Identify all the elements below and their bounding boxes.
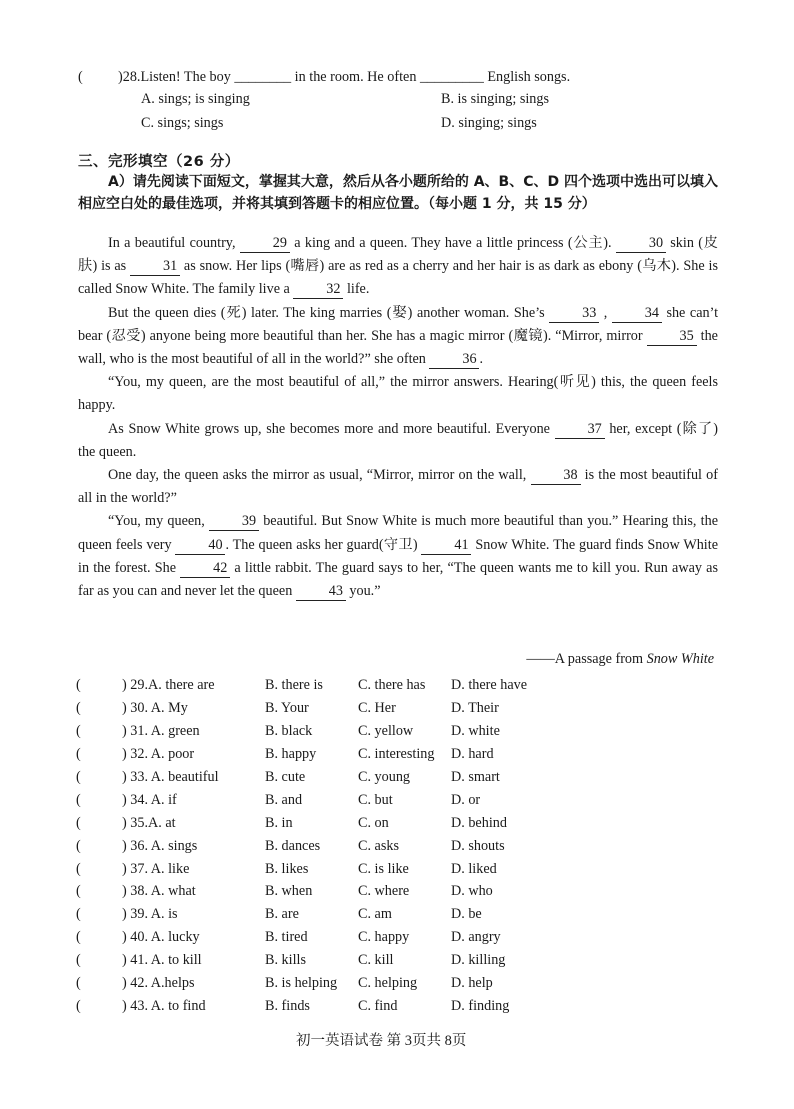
question-28-stem bbox=[78, 66, 738, 88]
option-a: ) 41. A. to kill bbox=[122, 952, 202, 969]
option-a: ) 36. A. sings bbox=[122, 837, 198, 854]
option-b: B. in bbox=[265, 814, 293, 831]
page-footer: 初一英语试卷 第 3页共 8页 bbox=[296, 1033, 467, 1049]
option-row bbox=[76, 697, 676, 720]
passage-paragraph: One day, the queen asks the mirror as usual, “Mirror, mirror on the wall, 38 is the most beautiful of all in the world?” bbox=[78, 467, 718, 507]
option-c: C. am bbox=[358, 906, 392, 923]
option-row bbox=[76, 789, 676, 812]
option-row bbox=[76, 949, 676, 972]
answer-paren: ( bbox=[76, 768, 81, 785]
option-d: D. angry bbox=[451, 929, 501, 946]
option-a: ) 33. A. beautiful bbox=[122, 768, 219, 785]
option-row bbox=[76, 858, 676, 881]
answer-paren: ( bbox=[78, 69, 83, 85]
option-row bbox=[76, 903, 676, 926]
option-a: ) 34. A. if bbox=[122, 791, 177, 808]
passage-source: ——A passage from Snow White bbox=[526, 651, 714, 667]
option-a: ) 29.A. there are bbox=[122, 677, 215, 693]
option-row bbox=[76, 880, 676, 903]
answer-paren: ( bbox=[76, 952, 81, 969]
answer-paren: ( bbox=[76, 998, 81, 1015]
option-b: B. is helping bbox=[265, 975, 338, 992]
option-b: B. are bbox=[265, 906, 299, 923]
answer-paren: ( bbox=[76, 699, 81, 716]
option-row bbox=[76, 995, 676, 1018]
blank-35: 35 bbox=[647, 327, 697, 346]
q28-option-d: D. singing; sings bbox=[441, 115, 537, 131]
option-b: B. kills bbox=[265, 952, 306, 969]
option-c: C. but bbox=[358, 791, 393, 808]
cloze-options bbox=[76, 674, 676, 1018]
option-c: C. kill bbox=[358, 952, 394, 969]
blank-29: 29 bbox=[240, 234, 290, 253]
option-d: D. liked bbox=[451, 860, 497, 877]
option-d: D. hard bbox=[451, 745, 494, 762]
blank-34: 34 bbox=[612, 304, 662, 323]
option-a: ) 42. A.helps bbox=[122, 975, 195, 992]
option-d: D. killing bbox=[451, 952, 506, 969]
option-c: C. on bbox=[358, 814, 389, 831]
option-b: B. happy bbox=[265, 745, 317, 762]
option-row bbox=[76, 812, 676, 835]
blank-33: 33 bbox=[549, 304, 599, 323]
option-d: D. or bbox=[451, 791, 481, 808]
option-d: D. finding bbox=[451, 998, 510, 1015]
option-a: ) 43. A. to find bbox=[122, 998, 206, 1015]
option-d: D. be bbox=[451, 906, 482, 923]
q28-option-a: A. sings; is singing bbox=[141, 91, 250, 107]
blank-38: 38 bbox=[531, 466, 581, 485]
option-c: C. interesting bbox=[358, 745, 435, 762]
option-a: ) 30. A. My bbox=[122, 699, 188, 716]
option-c: C. asks bbox=[358, 837, 399, 854]
option-d: D. Their bbox=[451, 699, 499, 716]
blank-36: 36 bbox=[429, 350, 479, 369]
option-a: ) 39. A. is bbox=[122, 906, 178, 923]
blank-32: 32 bbox=[293, 280, 343, 299]
answer-paren: ( bbox=[76, 791, 81, 808]
option-c: C. happy bbox=[358, 929, 410, 946]
question-28 bbox=[78, 66, 738, 134]
option-c: C. there has bbox=[358, 677, 426, 693]
option-b: B. when bbox=[265, 883, 313, 900]
option-row bbox=[76, 743, 676, 766]
option-c: C. young bbox=[358, 768, 411, 785]
option-c: C. Her bbox=[358, 699, 396, 716]
option-a: ) 37. A. like bbox=[122, 860, 190, 877]
q28-option-b: B. is singing; sings bbox=[441, 91, 550, 107]
option-a: ) 40. A. lucky bbox=[122, 929, 200, 946]
passage-paragraph: As Snow White grows up, she becomes more and more beautiful. Everyone 37 her, except (除了) the queen. bbox=[78, 420, 718, 460]
option-b: B. likes bbox=[265, 860, 309, 877]
option-c: C. helping bbox=[358, 975, 418, 992]
option-b: B. Your bbox=[265, 699, 309, 716]
answer-paren: ( bbox=[76, 745, 81, 762]
option-b: B. black bbox=[265, 722, 313, 739]
answer-paren: ( bbox=[76, 883, 81, 900]
option-b: B. cute bbox=[265, 768, 306, 785]
blank-43: 43 bbox=[296, 582, 346, 601]
option-a: ) 32. A. poor bbox=[122, 745, 195, 762]
section-instructions: A）请先阅读下面短文，掌握其大意，然后从各小题所给的 A、B、C、D 四个选项中选出可以填入相应空白处的最佳选项，并将其填到答题卡的相应位置。（每小题 1 分，共 15 分） bbox=[78, 174, 718, 212]
option-c: C. is like bbox=[358, 860, 409, 877]
option-d: D. behind bbox=[451, 814, 507, 831]
question-28-text: )28.Listen! The boy ________ in the room. He often _________ English songs. bbox=[118, 69, 571, 85]
option-d: D. smart bbox=[451, 768, 500, 785]
option-b: B. there is bbox=[265, 677, 323, 693]
option-a: ) 35.A. at bbox=[122, 814, 176, 831]
answer-paren: ( bbox=[76, 722, 81, 739]
blank-31: 31 bbox=[130, 257, 180, 276]
section-title: 三、完形填空（26 分） bbox=[78, 154, 240, 170]
q28-option-c: C. sings; sings bbox=[141, 115, 224, 131]
option-row bbox=[76, 766, 676, 789]
passage-paragraph: “You, my queen, are the most beautiful of all,” the mirror answers. Hearing(听见) this, the queen feels happy. bbox=[78, 374, 718, 414]
answer-paren: ( bbox=[76, 975, 81, 992]
source-title: Snow White bbox=[646, 651, 714, 667]
option-a: ) 31. A. green bbox=[122, 722, 200, 739]
option-row bbox=[76, 972, 676, 995]
option-d: D. shouts bbox=[451, 837, 505, 854]
passage-paragraph: In a beautiful country, 29 a king and a queen. They have a little princess (公主). 30 skin (皮肤) is as 31 as snow. Her lips (嘴唇) are as red as a cherry and her hair is as dark as ebony (乌木). She is called Snow White. The family live a 32 life. bbox=[78, 235, 718, 298]
option-d: D. help bbox=[451, 975, 493, 992]
option-row bbox=[76, 720, 676, 743]
answer-paren: ( bbox=[76, 906, 81, 923]
option-row bbox=[76, 835, 676, 858]
answer-paren: ( bbox=[76, 677, 81, 693]
blank-37: 37 bbox=[555, 420, 605, 439]
option-a: ) 38. A. what bbox=[122, 883, 196, 900]
option-b: B. dances bbox=[265, 837, 321, 854]
option-c: C. yellow bbox=[358, 722, 414, 739]
blank-30: 30 bbox=[616, 234, 666, 253]
option-b: B. and bbox=[265, 791, 303, 808]
cloze-passage bbox=[78, 232, 718, 603]
blank-40: 40 bbox=[175, 536, 225, 555]
option-d: D. white bbox=[451, 722, 500, 739]
answer-paren: ( bbox=[76, 929, 81, 946]
passage-paragraph: But the queen dies (死) later. The king marries (娶) another woman. She’s 33 , 34 she can’t bear (忍受) anyone being more beautiful than her. She has a magic mirror (魔镜). “Mirror, mirror 35 the wall, who is the most beautiful of all in the world?” she often 36 . bbox=[78, 304, 719, 368]
question-28-options bbox=[141, 88, 738, 134]
answer-paren: ( bbox=[76, 860, 81, 877]
option-c: C. find bbox=[358, 998, 398, 1015]
option-row bbox=[76, 926, 676, 949]
answer-paren: ( bbox=[76, 814, 81, 831]
option-b: B. finds bbox=[265, 998, 310, 1015]
blank-41: 41 bbox=[421, 536, 471, 555]
option-row bbox=[76, 674, 676, 697]
option-d: D. who bbox=[451, 883, 493, 900]
option-c: C. where bbox=[358, 883, 410, 900]
blank-42: 42 bbox=[180, 559, 230, 578]
passage-paragraph: “You, my queen, 39 beautiful. But Snow White is much more beautiful than you.” Hearing this, the queen feels very 40 . The queen asks her guard(守卫) 41 Snow White. The guard finds Snow White in the forest. She 42 a little rabbit. The guard says to her, “The queen wants me to kill you. Run away as far as you can and never let the queen 43 you.” bbox=[78, 513, 718, 600]
answer-paren: ( bbox=[76, 837, 81, 854]
option-b: B. tired bbox=[265, 929, 308, 946]
option-d: D. there have bbox=[451, 677, 528, 693]
blank-39: 39 bbox=[209, 512, 259, 531]
